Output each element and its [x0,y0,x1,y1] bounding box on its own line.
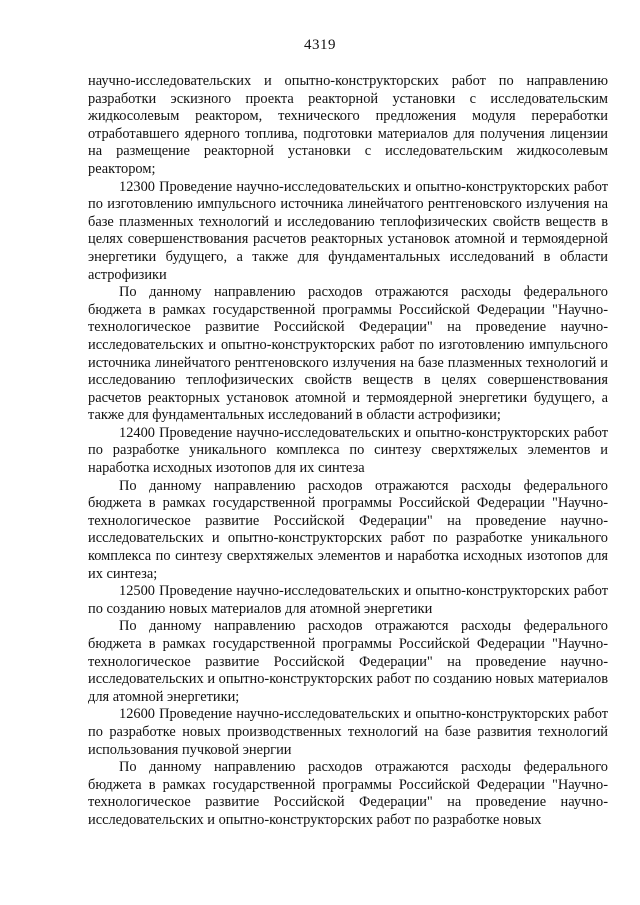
paragraph-heading-12400: 12400 Проведение научно-исследовательских и опытно-конструкторских работ по разработке уникального комплекса по синтезу сверхтяжелых элементов и наработка исходных изотопов для их синтеза [88,424,608,477]
paragraph-description-12300: По данному направлению расходов отражаются расходы федерального бюджета в рамках государственной программы Российской Федерации "Научно-технологическое развитие Российской Федерации" на проведение научно-исследовательских и опытно-конструкторских работ по изготовлению импульсного источника линейчатого рентгеновского излучения на базе плазменных технологий и исследованию теплофизических свойств веществ в целях совершенствования расчетов реакторных установок атомной и термоядерной энергетики будущего, а также для фундаментальных исследований в области астрофизики; [88,284,608,424]
paragraph-heading-12300: 12300 Проведение научно-исследовательских и опытно-конструкторских работ по изготовлению импульсного источника линейчатого рентгеновского излучения на базе плазменных технологий и исследованию теплофизических свойств веществ в целях совершенствования расчетов реакторных установок атомной и термоядерной энергетики будущего, а также для фундаментальных исследований в области астрофизики [88,178,608,283]
paragraph-description-12600: По данному направлению расходов отражаются расходы федерального бюджета в рамках государственной программы Российской Федерации "Научно-технологическое развитие Российской Федерации" на проведение научно-исследовательских и опытно-конструкторских работ по разработке новых [88,759,608,828]
paragraph-continuation: научно-исследовательских и опытно-конструкторских работ по направлению разработки эскизного проекта реакторной установки с исследовательским жидкосолевым реактором, технического предложения модуля переработки отработавшего ядерного топлива, подготовки материалов для получения лицензии на размещение реакторной установки с исследовательским жидкосолевым реактором; [88,73,608,177]
document-body [88,73,608,830]
page-number: 4319 [304,37,336,53]
paragraph-heading-12500: 12500 Проведение научно-исследовательских и опытно-конструкторских работ по созданию новых материалов для атомной энергетики [88,583,608,617]
paragraph-description-12500: По данному направлению расходов отражаются расходы федерального бюджета в рамках государственной программы Российской Федерации "Научно-технологическое развитие Российской Федерации" на проведение научно-исследовательских и опытно-конструкторских работ по созданию новых материалов для атомной энергетики; [88,618,608,705]
paragraph-description-12400: По данному направлению расходов отражаются расходы федерального бюджета в рамках государственной программы Российской Федерации "Научно-технологическое развитие Российской Федерации" на проведение научно-исследовательских и опытно-конструкторских работ по разработке уникального комплекса по синтезу сверхтяжелых элементов и наработка исходных изотопов для их синтеза; [88,477,608,582]
paragraph-heading-12600: 12600 Проведение научно-исследовательских и опытно-конструкторских работ по разработке новых производственных технологий на базе развития технологий использования пучковой энергии [88,706,608,758]
